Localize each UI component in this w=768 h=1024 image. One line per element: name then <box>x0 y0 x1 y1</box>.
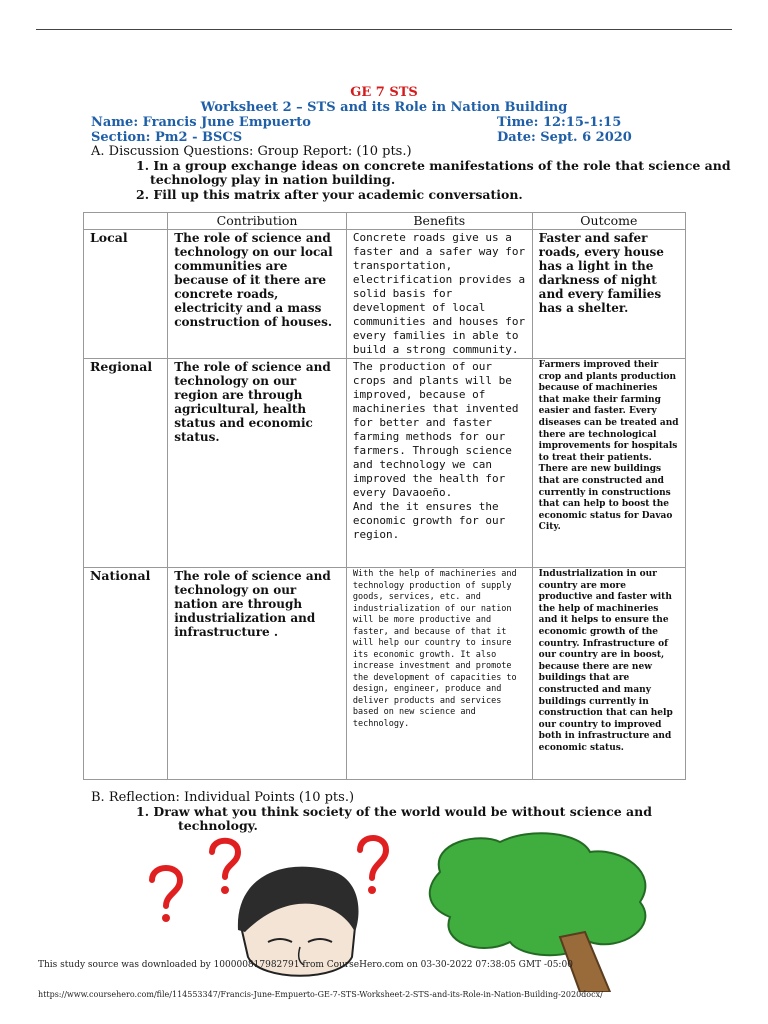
regional-outcome-cell: Farmers improved their crop and plants production because of machineries that make their farming easier and faster. Every diseases can be treated and there are technological improvements for hospitals to treat their patients. There are new buildings that are constructed and currently in constructions that can help to boost the economic status for Davao City. <box>532 359 685 568</box>
table-header-row <box>84 213 686 230</box>
sts-matrix-table <box>83 212 686 780</box>
national-benefits-cell: With the help of machineries and technology production of supply goods, services, etc. and industrialization of our nation will be more productive and faster, and because of that it will help our country to insure its economic growth. It also increase investment and promote the development of capacities to design, engineer, produce and deliver products and services based on new science and technology. <box>346 568 532 780</box>
part-b-heading: B. Reflection: Individual Points (10 pts.) <box>91 790 355 805</box>
part-a-item2: 2. Fill up this matrix after your academic conversation. <box>136 187 523 202</box>
column-header-benefits: Benefits <box>346 213 532 230</box>
local-contribution-cell: The role of science and technology on our local communities are because of it there are concrete roads, electricity and a mass construction of houses. <box>168 230 347 359</box>
column-header-outcome: Outcome <box>532 213 685 230</box>
table-row <box>84 568 686 780</box>
top-divider <box>36 29 732 30</box>
national-outcome-cell: Industrialization in our country are more productive and faster with the help of machineries and it helps to ensure the economic growth of the country. Infrastructure of our country are in boost, because there are new buildings that are constructed and many buildings currently in construction that can help our country to improved both in infrastructure and economic status. <box>532 568 685 780</box>
regional-benefits-extra: And the it ensures the economic growth for our region. <box>352 500 506 541</box>
local-outcome-cell: Faster and safer roads, every house has a light in the darkness of night and every families has a shelter. <box>532 230 685 359</box>
column-header-contribution: Contribution <box>168 213 347 230</box>
local-benefits-cell: Concrete roads give us a faster and a safer way for transportation, electrification provides a solid basis for development of local communities and houses for every families in able to build a strong community. <box>346 230 532 359</box>
row-label-local: Local <box>84 230 168 359</box>
section-label: Section: Pm2 - BSCS <box>91 130 243 145</box>
worksheet-title: Worksheet 2 – STS and its Role in Nation Building <box>200 100 568 115</box>
source-url: https://www.coursehero.com/file/114553347/Francis-June-Empuerto-GE-7-STS-Worksheet-2-STS-and-its-Role-in-Nation-Building-2020docx/ <box>38 990 603 999</box>
table-row <box>84 359 686 568</box>
part-b-item1-line1: 1. Draw what you think society of the world would be without science and <box>136 804 652 819</box>
national-contribution-cell: The role of science and technology on our nation are through industrialization and infrastructure . <box>168 568 347 780</box>
row-label-regional: Regional <box>84 359 168 568</box>
column-header <box>84 213 168 230</box>
part-a-heading: A. Discussion Questions: Group Report: (10 pts.) <box>91 144 412 159</box>
part-a-item1-line1: 1. In a group exchange ideas on concrete manifestations of the role that science and <box>136 158 731 173</box>
regional-contribution-cell: The role of science and technology on our region are through agricultural, health status and economic status. <box>168 359 347 568</box>
regional-benefits-text: The production of our crops and plants will be improved, because of machineries that invented for better and faster farming methods for our farmers. Through science and technology we can improved the health for every Davaoeño. <box>352 360 519 499</box>
class-time: Time: 12:15-1:15 <box>497 115 622 130</box>
part-a-item1-line2: technology play in nation building. <box>150 172 396 187</box>
student-name: Name: Francis June Empuerto <box>91 115 311 130</box>
regional-benefits-cell <box>346 359 532 568</box>
download-source-notice: This study source was downloaded by 100000817982791 from CourseHero.com on 03-30-2022 07:38:05 GMT -05:00 <box>38 960 573 970</box>
course-title: GE 7 STS <box>350 85 418 100</box>
part-b-item1-line2: technology. <box>178 818 258 833</box>
date-label: Date: Sept. 6 2020 <box>497 130 632 145</box>
row-label-national: National <box>84 568 168 780</box>
table-row <box>84 230 686 359</box>
